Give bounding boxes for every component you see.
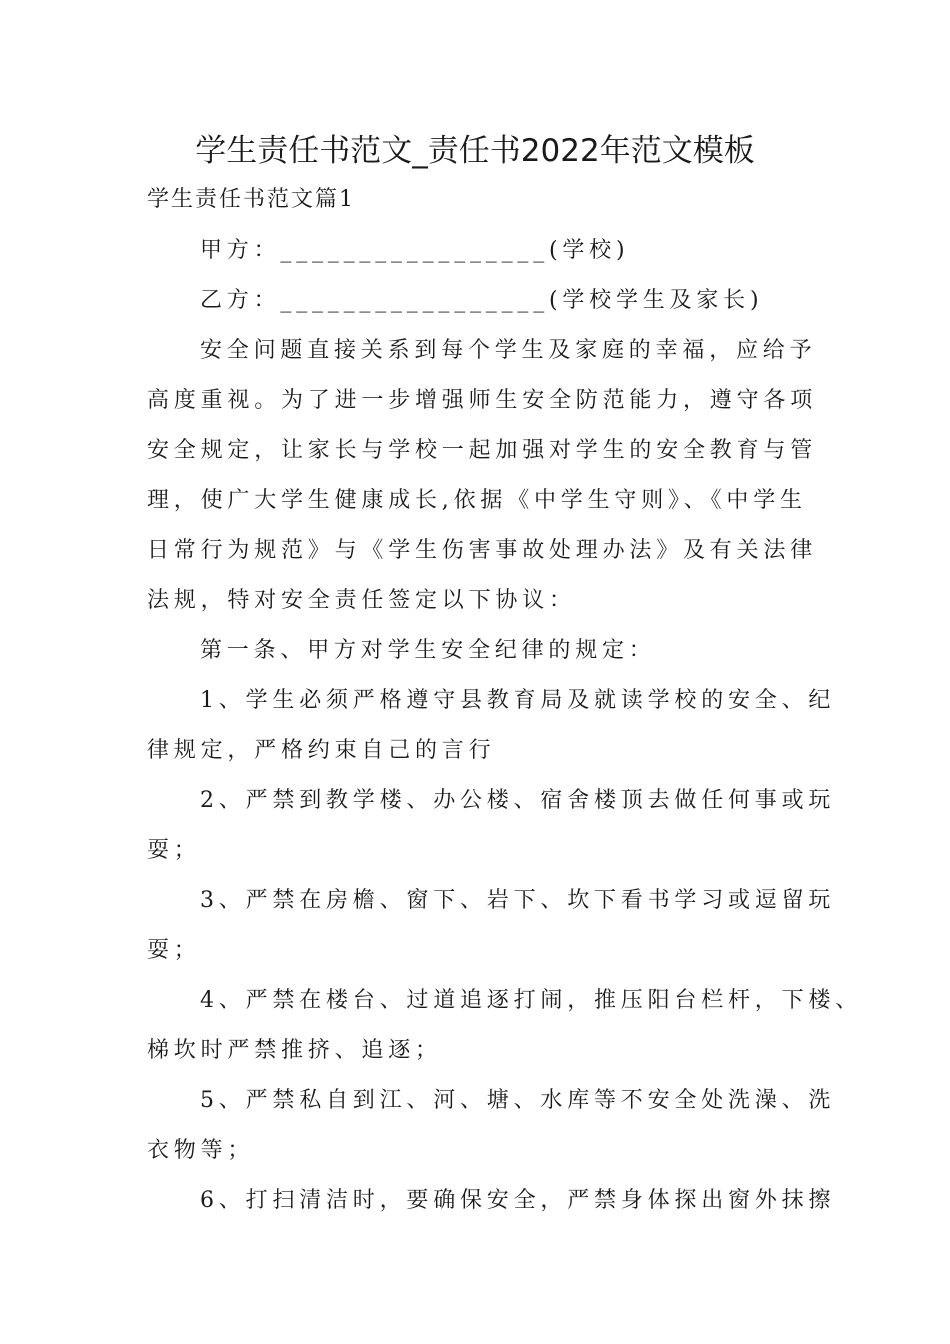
rule-item-line: 6、打扫清洁时，要确保安全，严禁身体探出窗外抹擦 (200, 1188, 836, 1213)
section-heading: 学生责任书范文篇1 (147, 187, 355, 212)
party-a-line: 甲方：_________________(学校) (200, 238, 630, 263)
document-title: 学生责任书范文_责任书2022年范文模板 (195, 133, 755, 169)
party-b-line: 乙方：_________________(学校学生及家长) (200, 288, 764, 313)
article-heading: 第一条、甲方对学生安全纪律的规定： (200, 638, 656, 663)
paragraph-line: 安全问题直接关系到每个学生及家庭的幸福，应给予 (200, 338, 817, 363)
rule-item-line: 4、严禁在楼台、过道追逐打闹，推压阳台栏杆，下楼、 (200, 988, 862, 1013)
rule-item-line: 3、严禁在房檐、窗下、岩下、坎下看书学习或逗留玩 (200, 888, 836, 913)
rule-item-line: 耍； (147, 838, 201, 863)
rule-item-line: 梯坎时严禁推挤、追逐； (147, 1038, 442, 1063)
paragraph-line: 高度重视。为了进一步增强师生安全防范能力，遵守各项 (147, 388, 818, 413)
rule-item-line: 律规定，严格约束自己的言行 (147, 738, 496, 763)
paragraph-line: 理，使广大学生健康成长,依据《中学生守则》、《中学生 (147, 488, 807, 513)
rule-item-line: 1、学生必须严格遵守县教育局及就读学校的安全、纪 (200, 688, 836, 713)
rule-item-line: 5、严禁私自到江、河、塘、水库等不安全处洗澡、洗 (200, 1088, 836, 1113)
rule-item-line: 衣物等； (147, 1138, 255, 1163)
rule-item-line: 耍； (147, 938, 201, 963)
paragraph-line: 法规，特对安全责任签定以下协议： (147, 588, 576, 613)
paragraph-line: 安全规定，让家长与学校一起加强对学生的安全教育与管 (147, 438, 818, 463)
rule-item-line: 2、严禁到教学楼、办公楼、宿舍楼顶去做任何事或玩 (200, 788, 836, 813)
paragraph-line: 日常行为规范》与《学生伤害事故处理办法》及有关法律 (147, 538, 818, 563)
